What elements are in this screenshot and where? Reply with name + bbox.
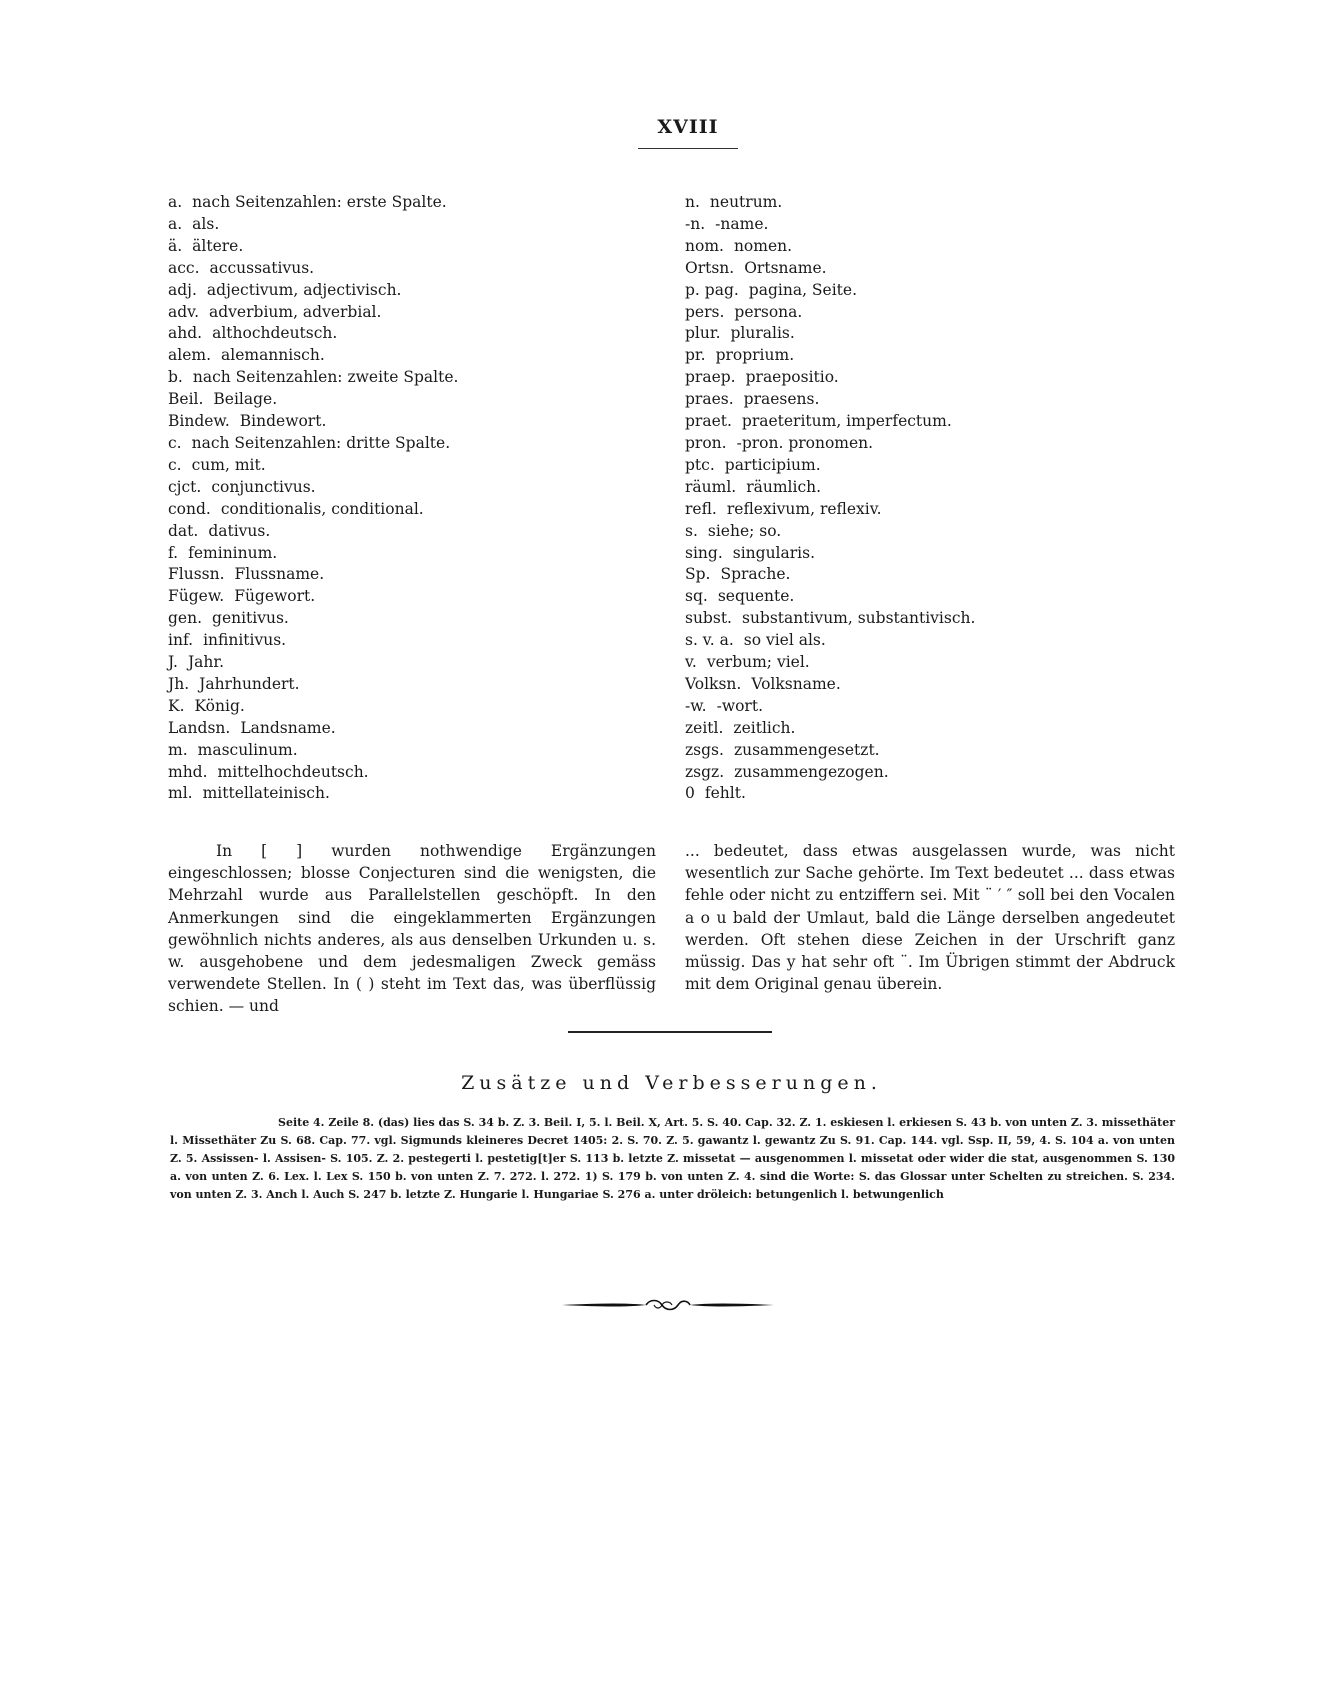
abbreviation-entry xyxy=(685,477,1155,499)
abbreviation-meaning: Sprache. xyxy=(720,565,791,584)
abbreviation-key: ptc. xyxy=(685,455,715,474)
abbreviation-key: Volksn. xyxy=(685,674,742,693)
abbreviation-entry xyxy=(685,783,1155,805)
abbreviation-meaning: Bindewort. xyxy=(239,412,327,431)
abbreviation-meaning: König. xyxy=(194,696,245,715)
abbreviation-key: Jh. xyxy=(168,674,190,693)
abbreviation-key: mhd. xyxy=(168,762,208,781)
abbreviation-meaning: adjectivum, adjectivisch. xyxy=(206,280,402,299)
abbreviations-right-column xyxy=(685,192,1155,805)
abbreviation-meaning: conditionalis, conditional. xyxy=(220,499,424,518)
abbreviation-meaning: dativus. xyxy=(208,521,271,540)
abbreviation-entry xyxy=(685,367,1155,389)
abbreviation-key: pron. xyxy=(685,433,727,452)
abbreviation-meaning: singularis. xyxy=(732,543,815,562)
abbreviation-meaning: fehlt. xyxy=(704,784,746,803)
abbreviation-entry xyxy=(685,345,1155,367)
abbreviation-entry xyxy=(685,608,1155,630)
abbreviation-entry xyxy=(168,521,638,543)
abbreviation-key: c. xyxy=(168,433,182,452)
abbreviation-meaning: sequente. xyxy=(717,587,795,606)
abbreviation-key: Flussn. xyxy=(168,565,225,584)
abbreviation-entry xyxy=(685,674,1155,696)
abbreviation-entry xyxy=(168,214,638,236)
abbreviation-key: Beil. xyxy=(168,390,204,409)
abbreviation-meaning: nach Seitenzahlen: zweite Spalte. xyxy=(192,368,459,387)
abbreviation-meaning: Flussname. xyxy=(234,565,325,584)
abbreviation-key: adv. xyxy=(168,302,200,321)
abbreviation-meaning: nach Seitenzahlen: erste Spalte. xyxy=(192,193,447,211)
abbreviation-meaning: pluralis. xyxy=(730,324,795,343)
abbreviation-entry xyxy=(685,214,1155,236)
abbreviation-meaning: accussativus. xyxy=(209,258,315,277)
abbreviation-meaning: reflexivum, reflexiv. xyxy=(726,499,882,518)
abbreviation-entry xyxy=(168,433,638,455)
abbreviation-meaning: conjunctivus. xyxy=(211,477,316,496)
note-left-paragraph: In [ ] wurden nothwendige Ergänzungen eingeschlossen; blosse Conjecturen sind die wenigsten, die Mehrzahl wurde aus Parallelstellen geschöpft. In den Anmerkungen sind die eingeklammerten Ergänzungen gewöhnlich nichts anderes, als aus denselben Urkunden u. s. w. ausgehobene und dem jedesmaligen Zweck gemäss verwendete Stellen. In ( ) steht im Text das, was überflüssig schien. — und xyxy=(168,842,656,1016)
abbreviation-entry xyxy=(685,718,1155,740)
abbreviation-entry xyxy=(685,389,1155,411)
abbreviation-entry xyxy=(685,455,1155,477)
abbreviation-key: m. xyxy=(168,740,188,759)
abbreviation-meaning: althochdeutsch. xyxy=(212,324,338,343)
abbreviation-entry xyxy=(168,455,638,477)
abbreviation-entry xyxy=(168,608,638,630)
abbreviation-key: cjct. xyxy=(168,477,202,496)
abbreviation-meaning: substantivum, substantivisch. xyxy=(741,609,976,628)
abbreviation-key: ml. xyxy=(168,784,193,803)
abbreviation-entry xyxy=(685,652,1155,674)
abbreviation-meaning: Volksname. xyxy=(751,674,841,693)
abbreviation-key: praes. xyxy=(685,390,734,409)
abbreviation-key: a. xyxy=(168,193,183,211)
abbreviation-entry xyxy=(168,718,638,740)
abbreviation-entry xyxy=(168,630,638,652)
abbreviation-key: sq. xyxy=(685,587,708,606)
abbreviation-entry xyxy=(685,543,1155,565)
abbreviation-key: b. xyxy=(168,368,183,387)
abbreviation-entry xyxy=(685,411,1155,433)
abbreviation-entry xyxy=(168,302,638,324)
abbreviation-meaning: nach Seitenzahlen: dritte Spalte. xyxy=(191,433,451,452)
abbreviation-meaning: participium. xyxy=(724,455,821,474)
abbreviation-key: -n. xyxy=(685,214,706,233)
page-number-rule xyxy=(638,148,738,149)
abbreviation-key: praet. xyxy=(685,412,732,431)
corrections-paragraph: Seite 4. Zeile 8. (das) lies das S. 34 b. Z. 3. Beil. I, 5. l. Beil. X, Art. 5. S. 40. Cap. 32. Z. 1. eskiesen l. erkiesen S. 43 b. von unten Z. 3. missethäter l. Missethäter Zu S. 68. Cap. 77. vgl. Sigmunds kleineres Decret 1405: 2. S. 70. Z. 5. gawantz l. gewantz Zu S. 91. Cap. 144. vgl. Ssp. II, 59, 4. S. 104 a. von unten Z. 5. Assissen- l. Assisen- S. 105. Z. 2. pestegerti l. pestetig[t]er S. 113 b. letzte Z. missetat — ausgenommen l. missetat oder wider die stat, ausgenommen S. 130 a. von unten Z. 6. Lex. l. Lex S. 150 b. von unten Z. 7. 272. l. 272. 1) S. 179 b. von unten Z. 4. sind die Worte: S. das Glossar unter Schelten zu streichen. S. 234. von unten Z. 3. Anch l. Auch S. 247 b. letzte Z. Hungarie l. Hungariae S. 276 a. unter dröleich: betungenlich l. betwungenlich xyxy=(170,1116,1175,1201)
abbreviation-entry xyxy=(685,499,1155,521)
abbreviation-meaning: mittellateinisch. xyxy=(202,784,330,803)
abbreviation-meaning: so viel als. xyxy=(743,631,826,650)
abbreviation-key: dat. xyxy=(168,521,199,540)
abbreviation-meaning: Jahrhundert. xyxy=(199,674,300,693)
abbreviation-entry xyxy=(168,236,638,258)
abbreviation-key: nom. xyxy=(685,236,724,255)
abbreviation-meaning: siehe; so. xyxy=(707,521,782,540)
abbreviation-meaning: praepositio. xyxy=(745,368,839,387)
abbreviation-key: ä. xyxy=(168,236,183,255)
abbreviation-key: c. xyxy=(168,455,182,474)
abbreviation-key: n. xyxy=(685,193,700,211)
abbreviation-meaning: -name. xyxy=(715,214,769,233)
abbreviation-entry xyxy=(685,762,1155,784)
abbreviation-entry xyxy=(168,280,638,302)
abbreviation-entry xyxy=(168,258,638,280)
abbreviation-key: Ortsn. xyxy=(685,258,735,277)
abbreviation-meaning: -wort. xyxy=(716,696,763,715)
abbreviation-entry xyxy=(685,280,1155,302)
abbreviation-entry xyxy=(685,564,1155,586)
abbreviation-entry xyxy=(685,433,1155,455)
abbreviation-entry xyxy=(168,367,638,389)
abbreviation-entry xyxy=(685,192,1155,214)
abbreviation-key: Fügew. xyxy=(168,587,225,606)
abbreviation-key: f. xyxy=(168,543,179,562)
abbreviation-entry xyxy=(168,192,638,214)
abbreviation-entry xyxy=(685,521,1155,543)
abbreviation-key: pr. xyxy=(685,346,706,365)
abbreviation-meaning: infinitivus. xyxy=(203,631,287,650)
abbreviation-key: plur. xyxy=(685,324,721,343)
abbreviation-key: subst. xyxy=(685,609,732,628)
abbreviation-key: cond. xyxy=(168,499,211,518)
abbreviation-meaning: proprium. xyxy=(715,346,795,365)
abbreviation-meaning: cum, mit. xyxy=(191,455,266,474)
abbreviation-meaning: femininum. xyxy=(188,543,278,562)
abbreviation-key: J. xyxy=(168,653,178,672)
abbreviation-key: v. xyxy=(685,653,697,672)
abbreviation-entry xyxy=(168,477,638,499)
abbreviation-entry xyxy=(168,586,638,608)
abbreviation-key: a. xyxy=(168,214,183,233)
abbreviation-meaning: mittelhochdeutsch. xyxy=(217,762,369,781)
abbreviation-key: s. xyxy=(685,521,698,540)
abbreviation-key: adj. xyxy=(168,280,197,299)
abbreviation-meaning: nomen. xyxy=(733,236,793,255)
abbreviation-entry xyxy=(685,236,1155,258)
abbreviation-key: räuml. xyxy=(685,477,737,496)
abbreviation-key: alem. xyxy=(168,346,211,365)
abbreviation-entry xyxy=(685,302,1155,324)
abbreviation-entry xyxy=(685,258,1155,280)
abbreviation-key: inf. xyxy=(168,631,194,650)
abbreviation-key: Bindew. xyxy=(168,412,230,431)
abbreviation-key: zsgs. xyxy=(685,740,724,759)
abbreviation-entry xyxy=(685,586,1155,608)
abbreviation-entry xyxy=(168,762,638,784)
abbreviation-key: refl. xyxy=(685,499,717,518)
abbreviation-entry xyxy=(168,652,638,674)
abbreviation-key: pers. xyxy=(685,302,725,321)
abbreviation-meaning: zeitlich. xyxy=(733,718,796,737)
abbreviation-entry xyxy=(168,674,638,696)
abbreviation-meaning: verbum; viel. xyxy=(706,653,810,672)
abbreviation-entry xyxy=(685,740,1155,762)
abbreviation-entry xyxy=(168,783,638,805)
abbreviation-entry xyxy=(168,389,638,411)
abbreviation-meaning: pagina, Seite. xyxy=(748,280,857,299)
abbreviation-meaning: Ortsname. xyxy=(744,258,827,277)
abbreviation-entry xyxy=(168,740,638,762)
abbreviation-meaning: räumlich. xyxy=(746,477,822,496)
section-divider-rule xyxy=(568,1031,772,1033)
ornament-icon xyxy=(562,1297,774,1313)
abbreviation-entry xyxy=(168,499,638,521)
abbreviation-meaning: genitivus. xyxy=(212,609,289,628)
abbreviations-left-column xyxy=(168,192,638,805)
abbreviation-meaning: persona. xyxy=(734,302,803,321)
abbreviation-meaning: Jahr. xyxy=(187,653,225,672)
abbreviation-meaning: praesens. xyxy=(743,390,820,409)
abbreviation-key: acc. xyxy=(168,258,200,277)
abbreviation-entry xyxy=(168,345,638,367)
abbreviation-meaning: als. xyxy=(192,214,220,233)
abbreviation-entry xyxy=(168,696,638,718)
abbreviation-key: 0 xyxy=(685,784,695,803)
abbreviation-meaning: ältere. xyxy=(192,236,244,255)
abbreviation-key: Landsn. xyxy=(168,718,231,737)
abbreviation-key: gen. xyxy=(168,609,203,628)
abbreviation-entry xyxy=(685,630,1155,652)
abbreviation-key: sing. xyxy=(685,543,723,562)
abbreviation-meaning: zusammengezogen. xyxy=(734,762,889,781)
abbreviation-meaning: masculinum. xyxy=(197,740,298,759)
abbreviation-key: -w. xyxy=(685,696,707,715)
abbreviation-meaning: adverbium, adverbial. xyxy=(209,302,382,321)
abbreviation-key: s. v. a. xyxy=(685,631,734,650)
abbreviation-key: ahd. xyxy=(168,324,203,343)
page-number: XVIII xyxy=(657,116,719,138)
abbreviation-meaning: Fügewort. xyxy=(234,587,316,606)
abbreviation-meaning: -pron. pronomen. xyxy=(736,433,874,452)
abbreviation-entry xyxy=(168,543,638,565)
abbreviation-key: zeitl. xyxy=(685,718,724,737)
abbreviation-meaning: Beilage. xyxy=(213,390,278,409)
abbreviation-meaning: zusammengesetzt. xyxy=(733,740,880,759)
abbreviation-key: K. xyxy=(168,696,185,715)
abbreviation-key: Sp. xyxy=(685,565,711,584)
abbreviation-meaning: praeteritum, imperfectum. xyxy=(741,412,952,431)
abbreviation-meaning: neutrum. xyxy=(709,193,783,211)
abbreviation-meaning: Landsname. xyxy=(240,718,336,737)
abbreviation-entry xyxy=(168,411,638,433)
abbreviation-entry xyxy=(168,323,638,345)
abbreviation-entry xyxy=(168,564,638,586)
abbreviation-key: praep. xyxy=(685,368,736,387)
abbreviation-meaning: alemannisch. xyxy=(221,346,325,365)
abbreviation-entry xyxy=(685,696,1155,718)
abbreviation-key: zsgz. xyxy=(685,762,725,781)
note-right-paragraph: ... bedeutet, dass etwas ausgelassen wurde, was nicht wesentlich zur Sache gehörte. Im Text bedeutet ... dass etwas fehle oder nicht zu entziffern sei. Mit ¨ ′ ″ soll bei den Vocalen a o u bald der Umlaut, bald die Länge derselben angedeutet werden. Oft stehen diese Zeichen in der Urschrift ganz müssig. Das y hat sehr oft ¨. Im Übrigen stimmt der Abdruck mit dem Original genau überein. xyxy=(685,842,1175,994)
abbreviation-key: p. pag. xyxy=(685,280,739,299)
section-title: Zusätze und Verbesserungen. xyxy=(461,1072,882,1094)
abbreviation-entry xyxy=(685,323,1155,345)
